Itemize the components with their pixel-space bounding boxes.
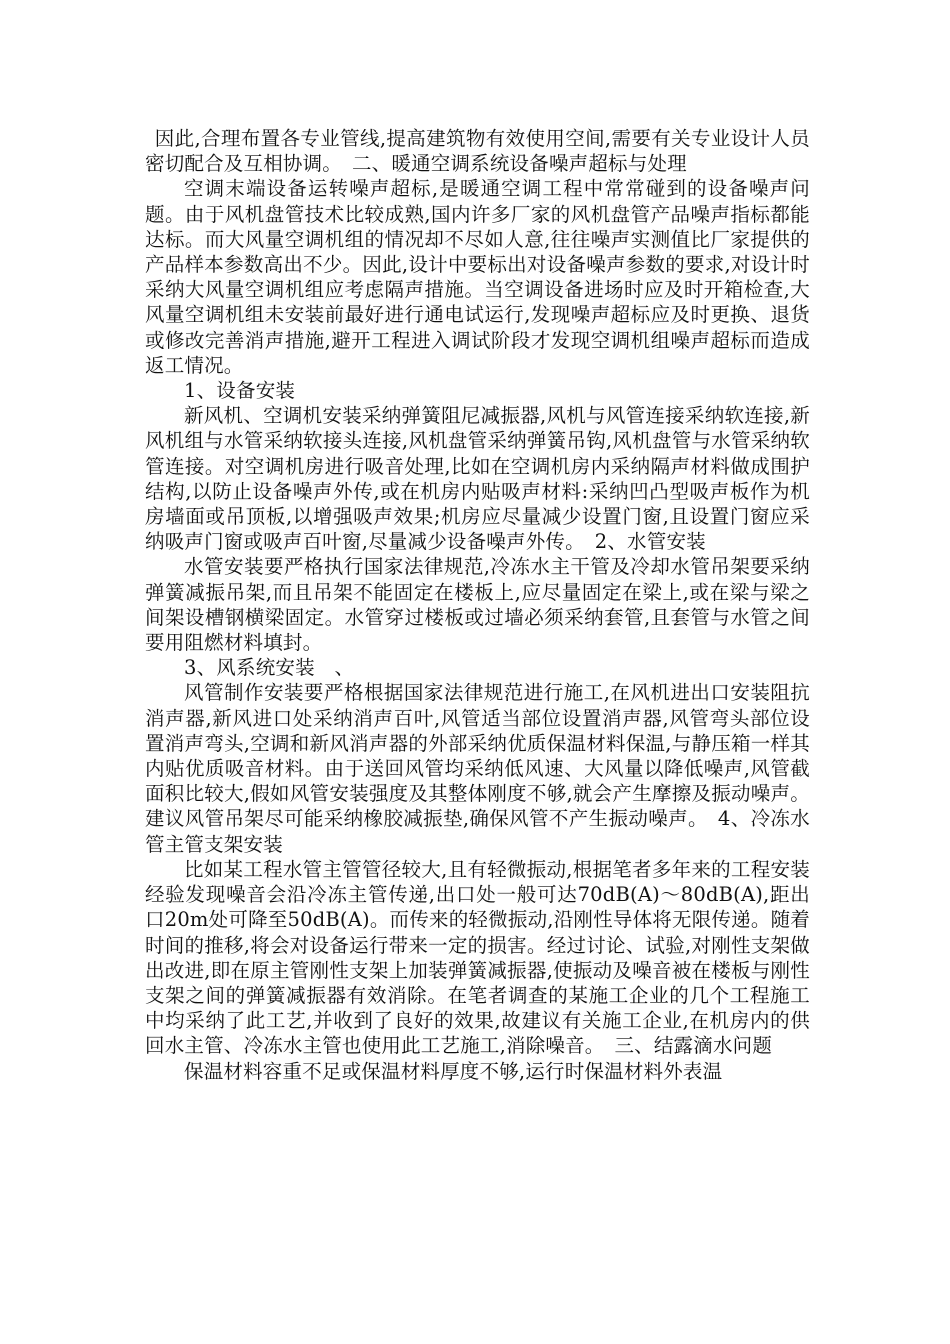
paragraph-water-pipe-installation: 水管安装要严格执行国家法律规范,冷冻水主干管及冷却水管吊架要采纳弹簧减振吊架,而且吊架不能固定在楼板上,应尽量固定在梁上,或在梁与梁之间架设槽钢横梁固定。水管穿过楼板或过墙必须采纳套管,且套管与水管之间要用阻燃材料填封。	[145, 555, 810, 655]
paragraph-insulation: 保温材料容重不足或保温材料厚度不够,运行时保温材料外表温	[184, 1059, 723, 1083]
paragraph-intro: 因此,合理布置各专业管线,提高建筑物有效使用空间,需要有关专业设计人员密切配合及互相协调。 二、暖通空调系统设备噪声超标与处理	[145, 127, 810, 176]
paragraph-equipment-installation: 新风机、空调机安装采纳弹簧阻尼减振器,风机与风管连接采纳软连接,新风机组与水管采纳软接头连接,风机盘管采纳弹簧吊钩,风机盘管与水管采纳软管连接。对空调机房进行吸音处理,比如在空调机房内采纳隔声材料做成围护结构,以防止设备噪声外传,或在机房内贴吸声材料:采纳凹凸型吸声板作为机房墙面或吊顶板,以增强吸声效果;机房应尽量减少设置门窗,且设置门窗应采纳吸声门窗或吸声百叶窗,尽量减少设备噪声外传。 2、水管安装	[145, 404, 810, 554]
heading-air-system-installation: 3、风系统安装 、	[184, 656, 355, 680]
paragraph-noise-overview: 空调末端设备运转噪声超标,是暖通空调工程中常常碰到的设备噪声问题。由于风机盘管技术比较成熟,国内许多厂家的风机盘管产品噪声指标都能达标。而大风量空调机组的情况却不尽如人意,往往噪声实测值比厂家提供的产品样本参数高出不少。因此,设计中要标出对设备噪声参数的要求,对设计时采纳大风量空调机组应考虑隔声措施。当空调设备进场时应及时开箱检查,大风量空调机组未安装前最好进行通电试运行,发现噪声超标应及时更换、退货或修改完善消声措施,避开工程进入调试阶段才发现空调机组噪声超标而造成返工情况。	[145, 177, 810, 377]
document-body	[145, 126, 810, 1084]
heading-equipment-installation: 1、设备安装	[184, 379, 296, 403]
paragraph-air-duct-installation: 风管制作安装要严格根据国家法律规范进行施工,在风机进出口安装阻抗消声器,新风进口处采纳消声百叶,风管适当部位设置消声器,风管弯头部位设置消声弯头,空调和新风消声器的外部采纳优质保温材料保温,与静压箱一样其内贴优质吸音材料。由于送回风管均采纳低风速、大风量以降低噪声,风管截面积比较大,假如风管安装强度及其整体刚度不够,就会产生摩擦及振动噪声。建议风管吊架尽可能采纳橡胶减振垫,确保风管不产生振动噪声。 4、冷冻水管主管支架安装	[145, 681, 810, 856]
paragraph-chilled-water-support: 比如某工程水管主管管径较大,且有轻微振动,根据笔者多年来的工程安装经验发现噪音会沿冷冻主管传递,出口处一般可达70dB(A)～80dB(A),距出口20m处可降至50dB(A)。而传来的轻微振动,沿刚性导体将无限传递。随着时间的推移,将会对设备运行带来一定的损害。经过讨论、试验,对刚性支架做出改进,即在原主管刚性支架上加装弹簧减振器,使振动及噪音被在楼板与刚性支架之间的弹簧减振器有效消除。在笔者调查的某施工企业的几个工程施工中均采纳了此工艺,并收到了良好的效果,故建议有关施工企业,在机房内的供回水主管、冷冻水主管也使用此工艺施工,消除噪音。 三、结露滴水问题	[145, 857, 810, 1058]
